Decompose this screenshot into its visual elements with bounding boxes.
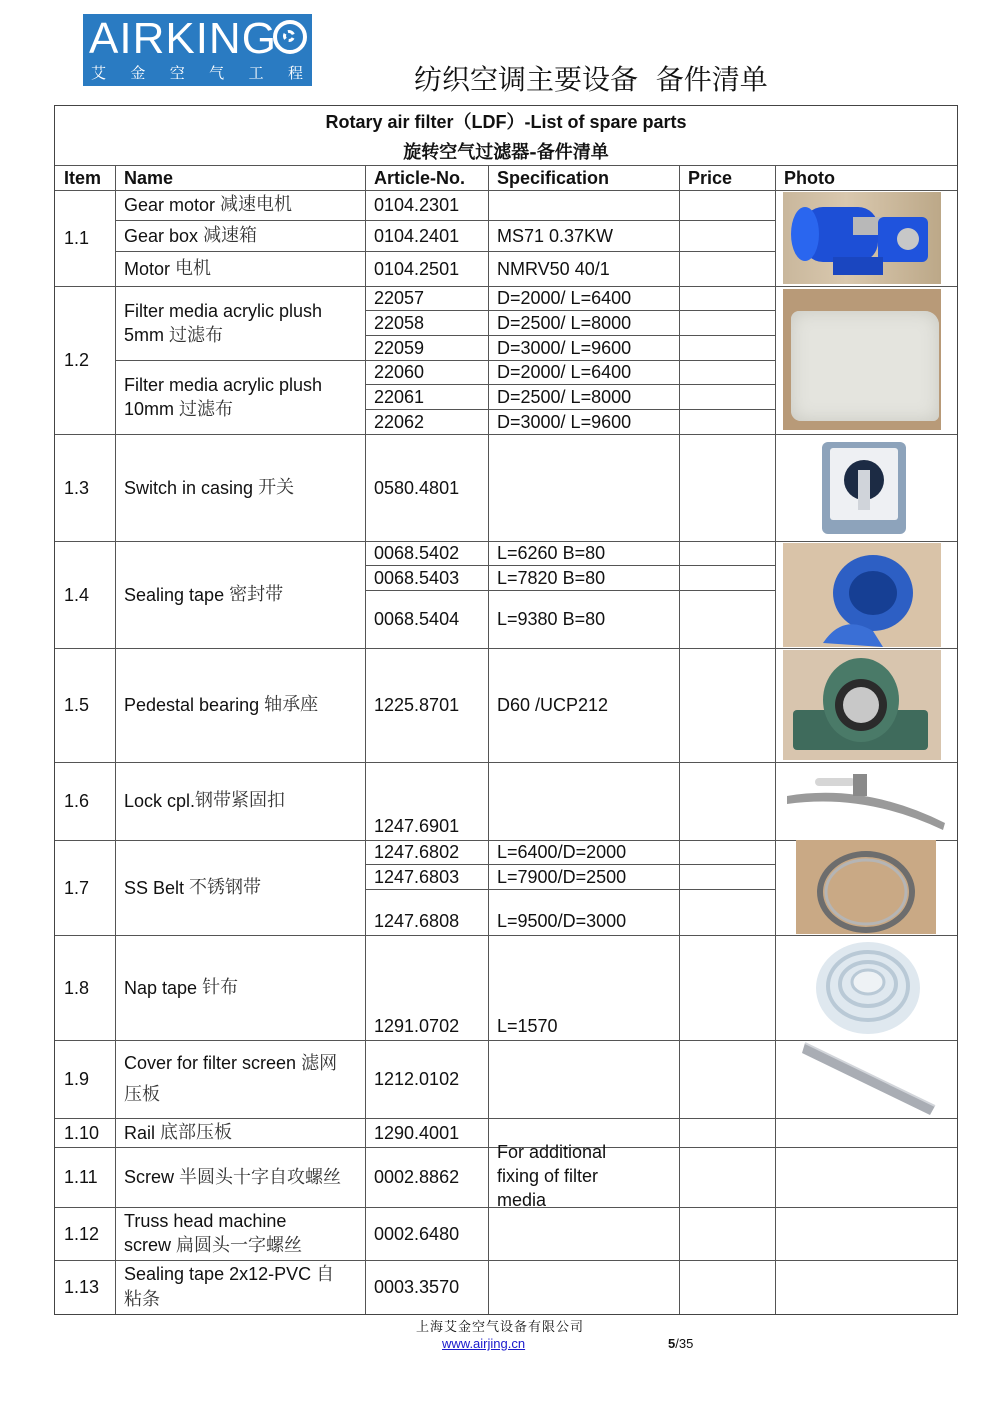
tape-roll-icon [783, 543, 941, 647]
ss-belt-photo [796, 840, 936, 934]
column-divider [679, 165, 680, 1314]
article-number: 1290.4001 [374, 1122, 460, 1143]
column-header-name: Name [124, 167, 174, 188]
article-number: 1247.6803 [374, 866, 460, 887]
shared-spec-text: For additional fixing of filter media [497, 1142, 607, 1210]
belt-coil-icon [796, 840, 936, 934]
article-number: 1291.0702 [374, 1016, 460, 1036]
part-name [115, 190, 365, 220]
name-en: Motor [124, 258, 171, 279]
part-name [115, 1260, 365, 1314]
shared-specification [488, 1140, 679, 1220]
part-name [115, 541, 365, 648]
logo-char: 空 [169, 64, 185, 82]
specification: L=9500/D=3000 [497, 911, 627, 931]
lock-photo [785, 768, 947, 834]
article-number: 1225.8701 [374, 695, 460, 715]
name-cn: 轴承座 [264, 694, 319, 715]
name-cn: 开关 [258, 476, 295, 498]
article-number: 1247.6901 [374, 816, 460, 836]
name-cn: 减速电机 [220, 194, 293, 215]
document-title: 纺织空调主要设备 备件清单 [414, 63, 768, 96]
article-number: 22060 [374, 362, 425, 382]
name-en: Rail [124, 1122, 156, 1143]
part-name [115, 286, 365, 360]
column-header-item: Item [64, 167, 102, 188]
name-cn: 不锈钢带 [189, 876, 262, 898]
specification: D=2000/ L=6400 [497, 288, 632, 308]
logo-char: 程 [287, 64, 303, 82]
article-number: 0068.5403 [374, 567, 460, 588]
logo-subtitle [91, 62, 303, 83]
article-number: 22062 [374, 411, 425, 432]
specification: L=7900/D=2500 [497, 866, 627, 887]
article-number: 0068.5404 [374, 609, 460, 629]
name-cn: 自粘条 [124, 1264, 335, 1310]
page-current: 5 [668, 1336, 676, 1351]
name-en: Truss head machine screw [124, 1211, 287, 1255]
switch-photo [820, 440, 908, 536]
item-number: 1.8 [64, 977, 90, 998]
name-en: Switch in casing [124, 477, 254, 498]
item-number: 1.4 [64, 584, 90, 605]
nap-tape-icon [812, 938, 924, 1038]
name-cn: 半圆头十字自攻螺丝 [179, 1166, 342, 1188]
specification: D60 /UCP212 [497, 695, 609, 715]
name-cn: 扁圆头一字螺丝 [176, 1235, 303, 1256]
name-en: Cover for filter screen [124, 1053, 297, 1073]
nap-tape-photo [812, 938, 924, 1038]
name-en: Gear motor [124, 195, 216, 215]
column-header-article: Article-No. [374, 167, 466, 188]
footer-company: 上海艾金空气设备有限公司 [416, 1320, 585, 1335]
logo-char: 气 [209, 64, 225, 82]
specification: D=2500/ L=8000 [497, 386, 632, 407]
specification: D=2000/ L=6400 [497, 362, 632, 382]
article-number: 1247.6802 [374, 842, 460, 862]
part-name [115, 762, 365, 840]
part-name [115, 1118, 365, 1147]
logo-char: 工 [248, 64, 264, 82]
specification: L=6260 B=80 [497, 543, 606, 563]
article-number: 22059 [374, 337, 425, 358]
article-number: 0104.2501 [374, 258, 460, 279]
logo-text: AIRKING [89, 14, 277, 63]
name-cn: 密封带 [229, 583, 284, 605]
name-en: Filter media acrylic plush 5mm [124, 300, 323, 345]
item-number: 1.1 [64, 228, 90, 248]
name-en: Sealing tape 2x12-PVC [124, 1264, 312, 1284]
part-name [115, 220, 365, 251]
part-name [115, 251, 365, 286]
column-header-photo: Photo [784, 167, 835, 188]
name-cn: 底部压板 [160, 1121, 233, 1143]
article-number: 22061 [374, 386, 425, 407]
cover-strip-icon [800, 1041, 940, 1116]
cover-photo [800, 1041, 940, 1116]
gear-motor-photo [783, 192, 941, 284]
name-en: Filter media acrylic plush 10mm [124, 374, 323, 419]
specification: D=2500/ L=8000 [497, 312, 632, 333]
page-number [668, 1336, 693, 1351]
part-name [115, 1147, 365, 1207]
bearing-photo [783, 650, 941, 760]
item-number: 1.3 [64, 477, 90, 498]
sealing-tape-photo [783, 543, 941, 647]
filter-media-photo [783, 289, 941, 430]
specification: L=9380 B=80 [497, 609, 606, 629]
item-number: 1.7 [64, 877, 90, 898]
article-number: 22058 [374, 312, 425, 333]
name-cn: 钢带紧固扣 [195, 790, 286, 811]
bearing-icon [783, 650, 941, 760]
lock-coupling-icon [785, 768, 947, 834]
item-number: 1.11 [64, 1167, 98, 1187]
name-en: SS Belt [124, 877, 185, 898]
article-number: 0002.6480 [374, 1223, 460, 1244]
specification: NMRV50 40/1 [497, 258, 610, 279]
column-divider [775, 165, 776, 1314]
article-number: 1247.6808 [374, 911, 460, 931]
item-number: 1.5 [64, 695, 90, 715]
column-header-specification: Specification [497, 167, 610, 188]
item-number: 1.2 [64, 350, 90, 370]
article-number: 0104.2401 [374, 225, 460, 246]
name-en: Pedestal bearing [124, 695, 260, 715]
name-cn: 减速箱 [203, 224, 258, 246]
logo-char: 艾 [91, 64, 107, 82]
part-name [115, 434, 365, 541]
logo-char: 金 [130, 64, 146, 82]
switch-icon [820, 440, 908, 536]
article-number: 0104.2301 [374, 195, 460, 215]
specification: MS71 0.37KW [497, 225, 614, 246]
article-number: 0068.5402 [374, 543, 460, 563]
part-name [115, 648, 365, 762]
article-number: 0002.8862 [374, 1167, 460, 1187]
item-number: 1.6 [64, 791, 90, 811]
specification: L=6400/D=2000 [497, 842, 627, 862]
specification: D=3000/ L=9600 [497, 337, 632, 358]
name-cn: 过滤布 [169, 324, 224, 346]
name-cn: 针布 [202, 976, 239, 998]
table-title: Rotary air filter（LDF）-List of spare parts [325, 112, 687, 132]
name-en: Screw [124, 1166, 175, 1187]
part-name [115, 1207, 365, 1260]
fan-icon [273, 20, 307, 54]
specification: D=3000/ L=9600 [497, 411, 632, 432]
website-link[interactable]: www.airjing.cn [442, 1336, 526, 1351]
name-en: Nap tape [124, 977, 198, 998]
item-number: 1.12 [64, 1223, 100, 1244]
name-cn: 电机 [175, 257, 212, 279]
specification: L=1570 [497, 1016, 558, 1036]
column-header-price: Price [688, 167, 733, 188]
item-number: 1.13 [64, 1277, 100, 1297]
company-logo [83, 14, 312, 86]
name-en: Lock cpl. [124, 791, 196, 811]
table-subtitle: 旋转空气过滤器-备件清单 [403, 142, 609, 163]
gear-motor-icon [783, 192, 941, 284]
page-total: /35 [675, 1336, 694, 1351]
part-name [115, 1040, 365, 1118]
part-name [115, 360, 365, 434]
name-en: Sealing tape [124, 584, 225, 605]
specification: L=7820 B=80 [497, 567, 606, 588]
name-cn: 过滤布 [179, 398, 234, 420]
name-cn: 滤网压板 [124, 1053, 338, 1105]
article-number: 1212.0102 [374, 1069, 460, 1089]
article-number: 22057 [374, 288, 425, 308]
part-name [115, 840, 365, 935]
item-number: 1.9 [64, 1069, 90, 1089]
article-number: 0580.4801 [374, 477, 460, 498]
name-en: Gear box [124, 225, 199, 246]
part-name [115, 935, 365, 1040]
article-number: 0003.3570 [374, 1277, 460, 1297]
item-number: 1.10 [64, 1122, 100, 1143]
